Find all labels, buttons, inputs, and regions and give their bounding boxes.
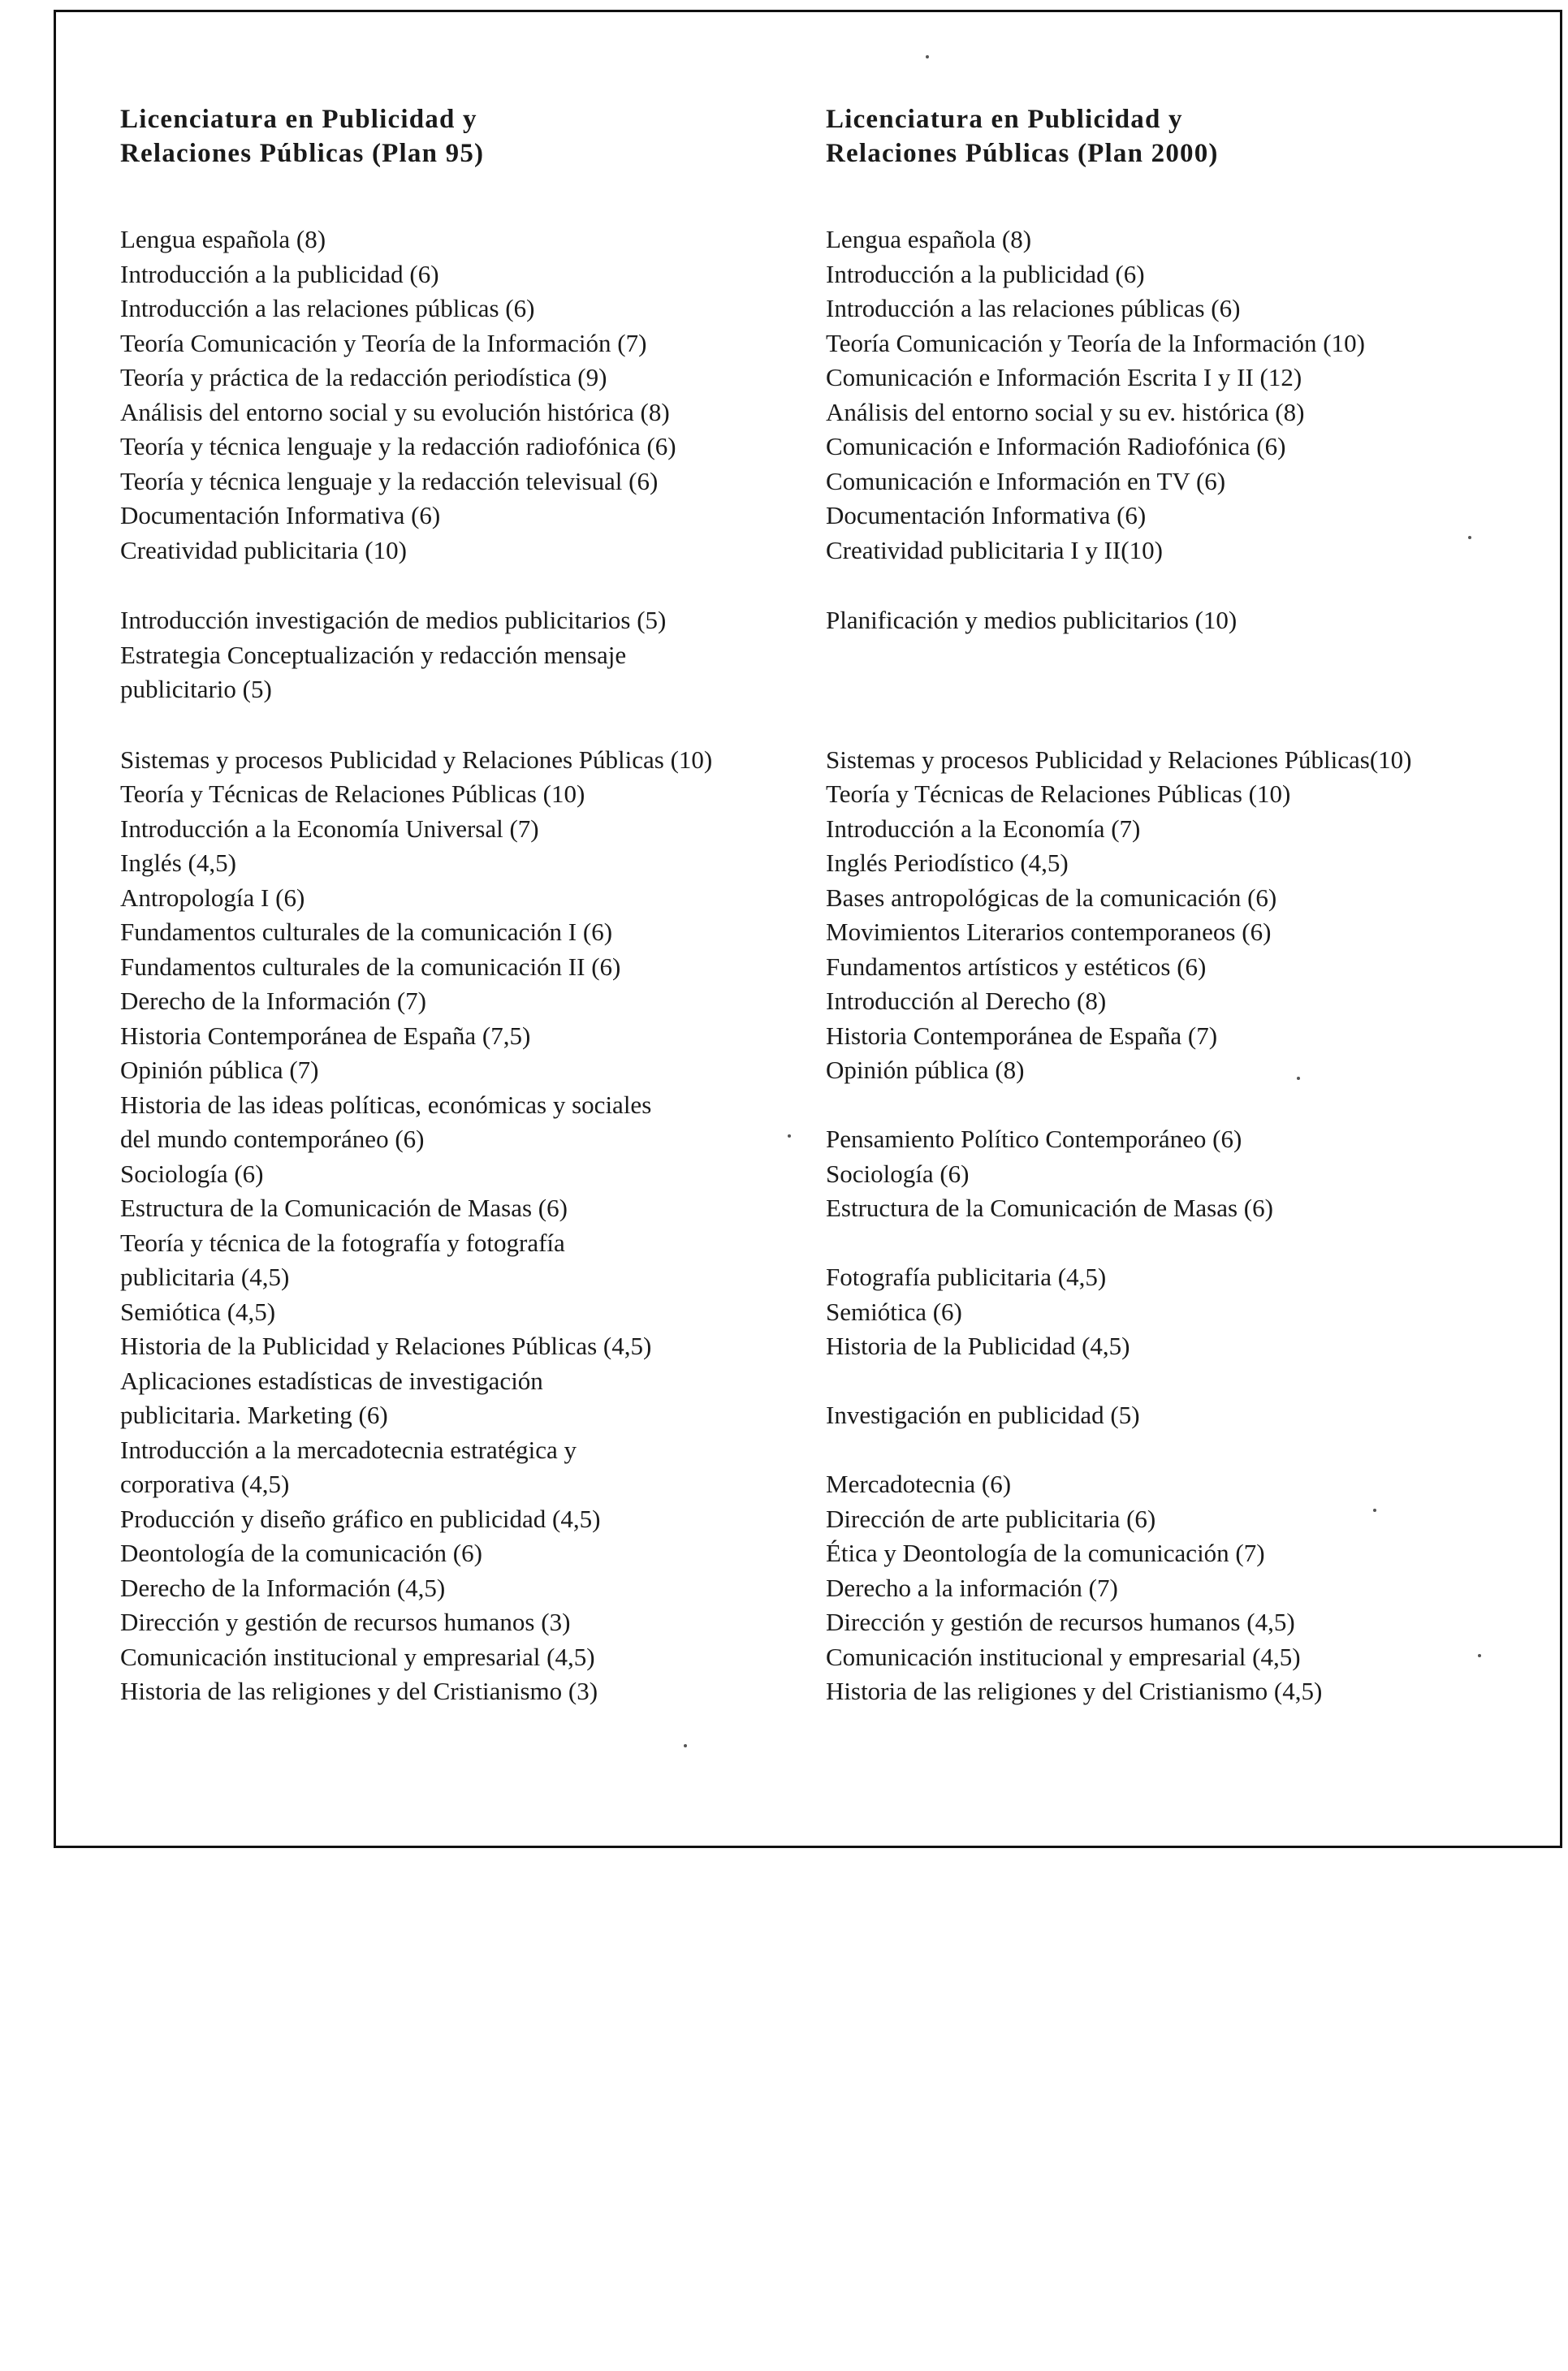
heading-plan-2000: Licenciatura en Publicidad y Relaciones Públicas (Plan 2000)	[826, 105, 1219, 168]
course-item: Investigación en publicidad (5)	[826, 1401, 1140, 1429]
course-item: Análisis del entorno social y su ev. histórica (8)	[826, 397, 1305, 426]
course-item: Sistemas y procesos Publicidad y Relaciones Públicas (10)	[120, 745, 713, 774]
course-item: Teoría y técnica de la fotografía y fotografía	[120, 1228, 565, 1257]
list-plan-2000-group-1	[826, 222, 1540, 568]
scan-speck	[926, 55, 929, 58]
course-item: Comunicación institucional y empresarial (4,5)	[120, 1642, 595, 1671]
course-item: Ética y Deontología de la comunicación (7)	[826, 1539, 1265, 1567]
course-item: Sociología (6)	[120, 1159, 264, 1188]
course-item: Teoría Comunicación y Teoría de la Información (10)	[826, 328, 1365, 357]
scan-speck	[1373, 1509, 1376, 1512]
course-item: Fotografía publicitaria (4,5)	[826, 1263, 1107, 1291]
course-item: Derecho de la Información (7)	[120, 987, 426, 1015]
course-item: publicitaria (4,5)	[120, 1263, 290, 1291]
course-item: Teoría Comunicación y Teoría de la Información (7)	[120, 328, 647, 357]
course-item: publicitario (5)	[120, 675, 272, 703]
course-item: Comunicación e Información Escrita I y II (12)	[826, 363, 1302, 391]
course-item: Comunicación e Información Radiofónica (6)	[826, 432, 1286, 460]
column-plan-2000	[826, 102, 1540, 1709]
course-item	[826, 1226, 1540, 1261]
course-item: Creatividad publicitaria (10)	[120, 535, 407, 564]
course-item: Historia de las religiones y del Cristianismo (3)	[120, 1677, 598, 1705]
course-item: Documentación Informativa (6)	[826, 501, 1147, 529]
course-item: Introducción a la mercadotecnia estratégica y	[120, 1435, 577, 1464]
course-item: Teoría y técnica lenguaje y la redacción radiofónica (6)	[120, 432, 676, 460]
column-plan-95	[120, 102, 819, 1709]
course-item: Creatividad publicitaria I y II(10)	[826, 535, 1163, 564]
course-item: Sistemas y procesos Publicidad y Relaciones Públicas(10)	[826, 745, 1412, 774]
course-item: Movimientos Literarios contemporaneos (6)	[826, 918, 1272, 946]
course-item: Introducción a la Economía Universal (7)	[120, 814, 539, 843]
course-item: Estructura de la Comunicación de Masas (6)	[826, 1194, 1273, 1222]
course-item: Introducción a la publicidad (6)	[120, 259, 439, 288]
course-item: Comunicación institucional y empresarial (4,5)	[826, 1642, 1301, 1671]
course-item: Introducción a la publicidad (6)	[826, 259, 1145, 288]
scan-speck	[684, 1744, 687, 1747]
list-plan-95-group-2	[120, 603, 819, 707]
scan-speck	[1478, 1654, 1481, 1657]
course-item: Historia de las ideas políticas, económicas y sociales	[120, 1090, 652, 1119]
course-item: Teoría y Técnicas de Relaciones Públicas (10)	[120, 780, 585, 808]
course-item: Derecho de la Información (4,5)	[120, 1573, 446, 1602]
course-item: Teoría y práctica de la redacción periodística (9)	[120, 363, 607, 391]
course-item: Inglés (4,5)	[120, 849, 236, 877]
course-item: Mercadotecnia (6)	[826, 1470, 1012, 1498]
course-item: Introducción a las relaciones públicas (6)	[120, 294, 535, 322]
course-item: Introducción investigación de medios publicitarios (5)	[120, 606, 667, 634]
list-plan-2000-group-2	[826, 603, 1540, 638]
course-item: Bases antropológicas de la comunicación (6)	[826, 883, 1277, 912]
course-item: Semiótica (6)	[826, 1297, 962, 1326]
course-item: Estructura de la Comunicación de Masas (6)	[120, 1194, 568, 1222]
course-item: Teoría y Técnicas de Relaciones Públicas (10)	[826, 780, 1291, 808]
course-item: publicitaria. Marketing (6)	[120, 1401, 388, 1429]
course-item: Estrategia Conceptualización y redacción mensaje	[120, 640, 627, 669]
course-item: Historia Contemporánea de España (7,5)	[120, 1021, 531, 1050]
course-item: corporativa (4,5)	[120, 1470, 290, 1498]
course-item: Introducción al Derecho (8)	[826, 987, 1107, 1015]
course-item	[826, 1088, 1540, 1123]
course-item: Historia de la Publicidad (4,5)	[826, 1332, 1130, 1360]
course-item: Pensamiento Político Contemporáneo (6)	[826, 1125, 1242, 1153]
course-item: Dirección y gestión de recursos humanos (4,5)	[826, 1608, 1295, 1636]
heading-plan-95: Licenciatura en Publicidad y Relaciones Públicas (Plan 95)	[120, 105, 485, 168]
course-item: Teoría y técnica lenguaje y la redacción televisual (6)	[120, 466, 659, 495]
course-item: Deontología de la comunicación (6)	[120, 1539, 482, 1567]
course-item: del mundo contemporáneo (6)	[120, 1125, 425, 1153]
course-item: Aplicaciones estadísticas de investigación	[120, 1366, 543, 1395]
course-item: Comunicación e Información en TV (6)	[826, 466, 1226, 495]
list-plan-95-group-3	[120, 743, 819, 1709]
course-item: Lengua española (8)	[120, 225, 326, 253]
course-item: Opinión pública (7)	[120, 1056, 319, 1084]
course-item: Dirección y gestión de recursos humanos (3)	[120, 1608, 571, 1636]
course-item	[826, 1433, 1540, 1468]
course-item: Análisis del entorno social y su evolución histórica (8)	[120, 397, 670, 426]
course-item: Inglés Periodístico (4,5)	[826, 849, 1069, 877]
course-item: Planificación y medios publicitarios (10)	[826, 606, 1238, 634]
course-item: Historia de las religiones y del Cristianismo (4,5)	[826, 1677, 1323, 1705]
scan-speck	[1297, 1077, 1300, 1080]
course-item: Lengua española (8)	[826, 225, 1032, 253]
course-item: Historia Contemporánea de España (7)	[826, 1021, 1218, 1050]
scan-speck	[788, 1134, 791, 1138]
course-item: Fundamentos culturales de la comunicación II (6)	[120, 952, 621, 981]
list-plan-95-group-1	[120, 222, 819, 568]
course-item: Producción y diseño gráfico en publicidad (4,5)	[120, 1504, 601, 1533]
course-item: Fundamentos culturales de la comunicación I (6)	[120, 918, 613, 946]
course-item: Sociología (6)	[826, 1159, 970, 1188]
course-item: Introducción a las relaciones públicas (6)	[826, 294, 1241, 322]
course-item: Introducción a la Economía (7)	[826, 814, 1141, 843]
list-plan-2000-group-3	[826, 743, 1540, 1709]
scan-speck	[1468, 536, 1471, 539]
course-item: Antropología I (6)	[120, 883, 305, 912]
course-item	[826, 1364, 1540, 1399]
course-item: Fundamentos artísticos y estéticos (6)	[826, 952, 1207, 981]
course-item: Dirección de arte publicitaria (6)	[826, 1504, 1156, 1533]
course-item: Derecho a la información (7)	[826, 1573, 1118, 1602]
course-item: Documentación Informativa (6)	[120, 501, 441, 529]
course-item: Historia de la Publicidad y Relaciones Públicas (4,5)	[120, 1332, 652, 1360]
course-item: Opinión pública (8)	[826, 1056, 1025, 1084]
course-item: Semiótica (4,5)	[120, 1297, 276, 1326]
